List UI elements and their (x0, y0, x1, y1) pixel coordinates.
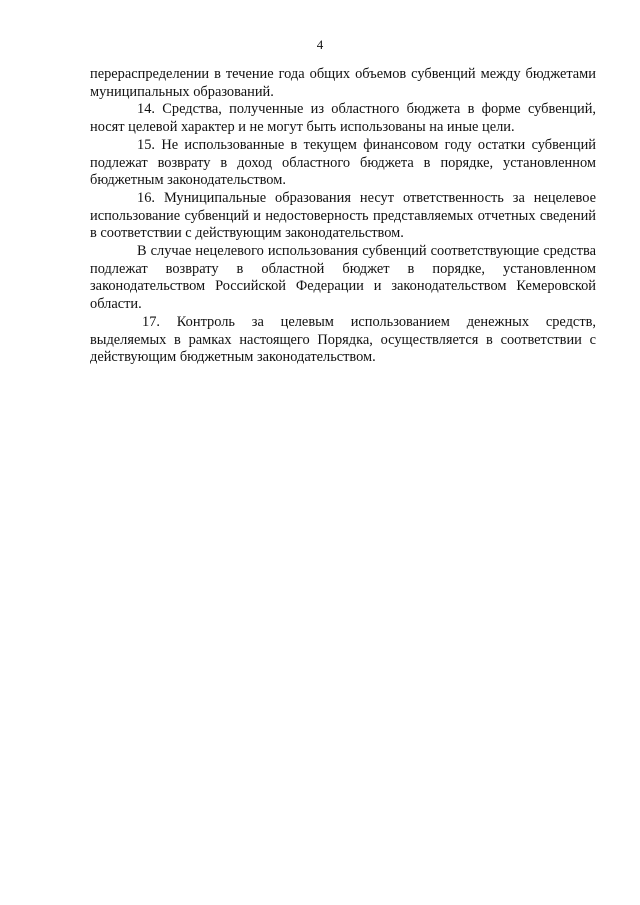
document-body (90, 66, 596, 367)
paragraph-item-17: 17. Контроль за целевым использованием денежных средств, выделяемых в рамках настоящего Порядка, осуществляется в соответствии с действующим бюджетным законодательством. (90, 313, 596, 366)
paragraph-item-15: 15. Не использованные в текущем финансовом году остатки субвенций подлежат возврату в доход областного бюджета в порядке, установленном бюджетным законодательством. (90, 136, 596, 189)
paragraph-item-14: 14. Средства, полученные из областного бюджета в форме субвенций, носят целевой характер и не могут быть использованы на иные цели. (90, 101, 596, 136)
page-number: 4 (316, 37, 324, 52)
paragraph-item-16: 16. Муниципальные образования несут ответственность за нецелевое использование субвенций и недостоверность представляемых отчетных сведений в соответствии с действующим законодательством. (90, 189, 596, 242)
paragraph-misuse-clause: В случае нецелевого использования субвенций соответствующие средства подлежат возврату в областной бюджет в порядке, установленном законодательством Российской Федерации и законодательством Кемеровской области. (90, 243, 596, 313)
paragraph-continuation: перераспределении в течение года общих объемов субвенций между бюджетами муниципальных образований. (90, 66, 596, 100)
